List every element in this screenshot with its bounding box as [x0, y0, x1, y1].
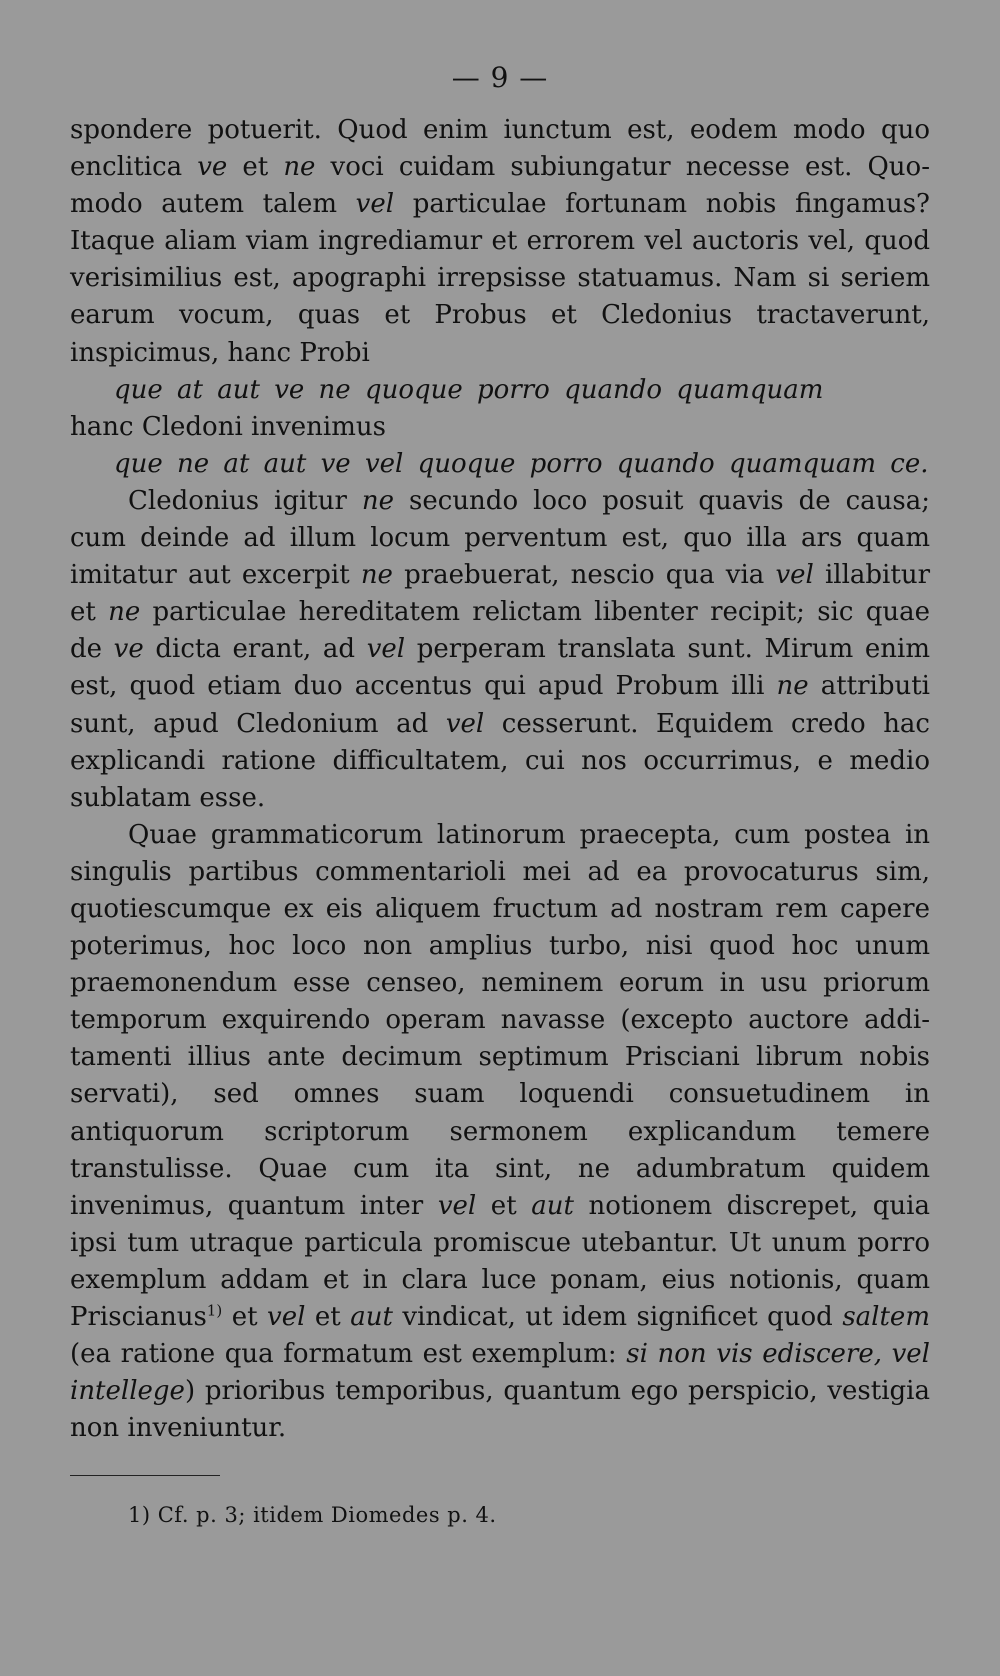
italic-word: ne — [283, 152, 316, 183]
text-run: dicta erant, ad — [143, 634, 367, 665]
text-run: cesserunt. Equidem credo hac explicandi ratione difficultatem, cui nos occurrimus, e medio sublatam esse. — [70, 708, 930, 813]
italic-word: vel — [775, 560, 814, 591]
text-run: particulae fortunam nobis fingamus? Itaque aliam viam ingrediamur et errorem vel auctoris vel, quod verisimilius est, apographi irrepsisse statuamus. Nam si seriem earum vocum, quas et Probus et Cledonius tractaverunt, inspicimus, hanc Probi — [70, 189, 930, 368]
text-run: vindicat, ut idem significet quod — [392, 1302, 843, 1332]
italic-word: aut — [531, 1190, 574, 1221]
italic-word: ve — [113, 634, 144, 665]
cledonius-word-list: que ne at aut ve vel quoque porro quando quamquam ce. — [114, 448, 929, 479]
text-run: et — [476, 1190, 532, 1221]
italic-word: saltem — [842, 1302, 930, 1332]
paragraph-2: hanc Cledoni invenimus — [70, 411, 386, 442]
italic-word: vel — [366, 634, 406, 665]
text-run: et — [222, 1302, 268, 1332]
page-number: — 9 — — [451, 61, 549, 94]
text-run: spondere potuerit. Quod enim iunctum est, eodem modo quo enclitica — [70, 115, 930, 183]
text-run: (ea ratione qua formatum est exemplum: — [70, 1339, 627, 1370]
text-run: praebuerat, nescio qua via — [392, 560, 776, 591]
text-run: et — [227, 152, 284, 183]
italic-word: vel — [445, 708, 485, 739]
italic-word: ne — [108, 597, 141, 628]
text-run: voci cuidam subiungatur necesse est. Quomodo autem talem — [70, 152, 930, 220]
italic-word: ne — [360, 560, 393, 591]
italic-example: si non vis ediscere, vel intellege — [70, 1339, 930, 1407]
text-run: notionem discrepet, quia ipsi tum utraque particula promiscue utebantur. Ut unum porro exemplum addam et in clara luce ponam, eius notionis, quam Priscianus — [70, 1190, 930, 1332]
text-run: ) prioribus temporibus, quantum ego perspicio, vestigia non inveniuntur. — [70, 1376, 930, 1444]
italic-word: vel — [267, 1302, 306, 1332]
text-run: illabitur et — [70, 560, 930, 628]
paragraph-3 — [70, 483, 930, 817]
paragraph-4 — [70, 817, 930, 1448]
text-run: Cledonius igitur — [128, 485, 362, 516]
text-run: particulae hereditatem relictam libenter recipit; sic quae de — [70, 597, 930, 665]
text-run: attributi sunt, apud Cledonium ad — [70, 671, 930, 739]
main-text — [70, 112, 930, 1447]
text-run: perperam translata sunt. Mirum enim est, quod etiam duo accentus qui apud Probum illi — [70, 634, 931, 702]
text-run: secundo loco posuit quavis de causa; cum deinde ad illum locum perventum est, quo illa ars quam imitatur aut excerpit — [70, 485, 930, 591]
footnote-marker: 1) — [206, 1301, 223, 1320]
italic-word: ve — [197, 152, 228, 183]
text-run: Quae grammaticorum latinorum praecepta, cum postea in singulis partibus commentarioli mei ad ea provocaturus sim, quotiescumque ex eis aliquem fructum ad nostram rem capere poterimus, hoc loco non amplius turbo, nisi quod hoc unum praemonendum esse censeo, neminem eorum in usu priorum temporum exquirendo operam navasse (excepto auctore additamenti illius ante decimum septimum Prisciani librum nobis servati), sed omnes suam loquendi consuetudinem in antiquorum scriptorum sermonem explicandum temere transtulisse. Quae cum ita sint, ne adumbratum quidem invenimus, quantum inter — [70, 819, 930, 1221]
italic-word: ne — [361, 485, 395, 516]
italic-word: aut — [350, 1302, 393, 1332]
italic-word: vel — [355, 189, 395, 220]
paragraph-1 — [70, 112, 930, 372]
probus-word-list: que at aut ve ne quoque porro quando quamquam — [114, 374, 824, 405]
footnote-divider — [70, 1475, 220, 1476]
footnote: 1) Cf. p. 3; itidem Diomedes p. 4. — [128, 1503, 497, 1528]
italic-word: ne — [776, 671, 809, 702]
italic-word: vel — [437, 1190, 477, 1221]
text-run: et — [305, 1302, 351, 1332]
